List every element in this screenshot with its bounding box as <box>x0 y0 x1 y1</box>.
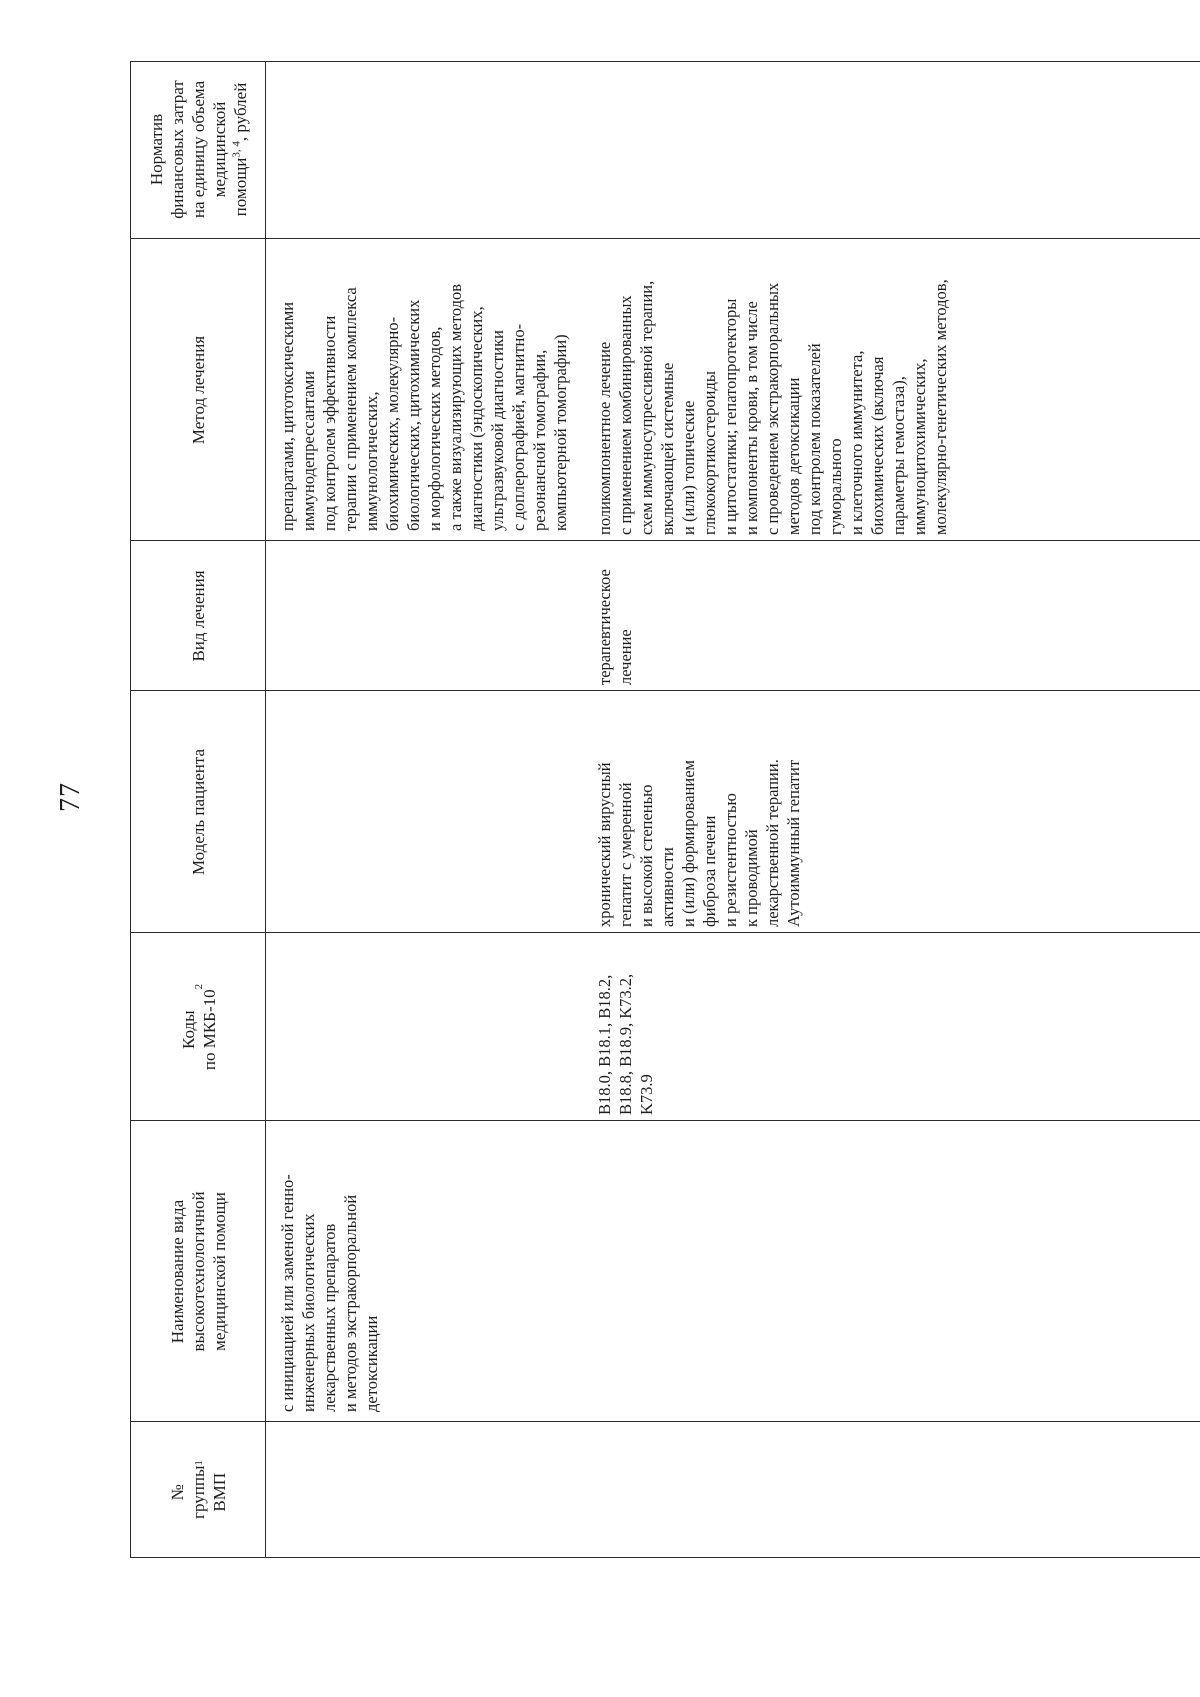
row2-model: хронический вирусный гепатит с умеренной и высокой степенью активности и (или) формированием фиброза печени и резистентностью к проводимой лекарственной терапии. Аутоиммунный гепатит <box>595 759 803 927</box>
row2-codes: B18.0, B18.1, B18.2, B18.8, B18.9, K73.2, K73.9 <box>595 973 656 1115</box>
header-norm: Норматив финансовых затрат на единицу объема медицинской помощи$^{3, 4}$, рублей <box>147 80 250 219</box>
header-method: Метод лечения <box>189 335 208 445</box>
header-name: Наименование вида высокотехнологичной медицинской помощи <box>168 1191 229 1352</box>
header-model: Модель пациента <box>189 748 208 876</box>
table-header <box>131 62 266 1557</box>
row1-name: с инициацией или заменой генно- инженерных биологических лекарственных препаратов и методов экстракорпоральной детоксикации <box>278 1174 381 1412</box>
row1-method: препаратами, цитотоксическими иммунодепрессантами под контролем эффективности терапии с применением комплекса иммунологических, биохимических, молекулярно- биологических, цитохимических и морфологических методов, а также визуализирующих методов диагностики (эндоскопических, ультразвуковой диагностики с доплерографией, магнитно- резонансной томографии, компьютерной томографии) <box>278 283 570 531</box>
row2-method: поликомпонентное лечение с применением комбинированных схем иммуносупрессивной терапии, включающей системные и (или) топические глюкокортикостероиды и цитостатики; гепатопротекторы и компоненты крови, в том числе с проведением экстракорпоральных методов детоксикации под контролем показателей гуморального и клеточного иммунитета, биохимических (включая параметры гемостаза), иммуноцитохимических, молекулярно-генетических методов, <box>595 279 950 535</box>
header-group-no: № группы ВМП 1 <box>168 1460 229 1519</box>
page-number: 77 <box>55 782 86 812</box>
header-codes: Коды по МКБ-10 2 <box>178 983 219 1071</box>
header-type: Вид лечения <box>189 570 208 662</box>
row2-type: терапевтическое лечение <box>595 569 635 685</box>
data-table <box>130 61 1200 1558</box>
